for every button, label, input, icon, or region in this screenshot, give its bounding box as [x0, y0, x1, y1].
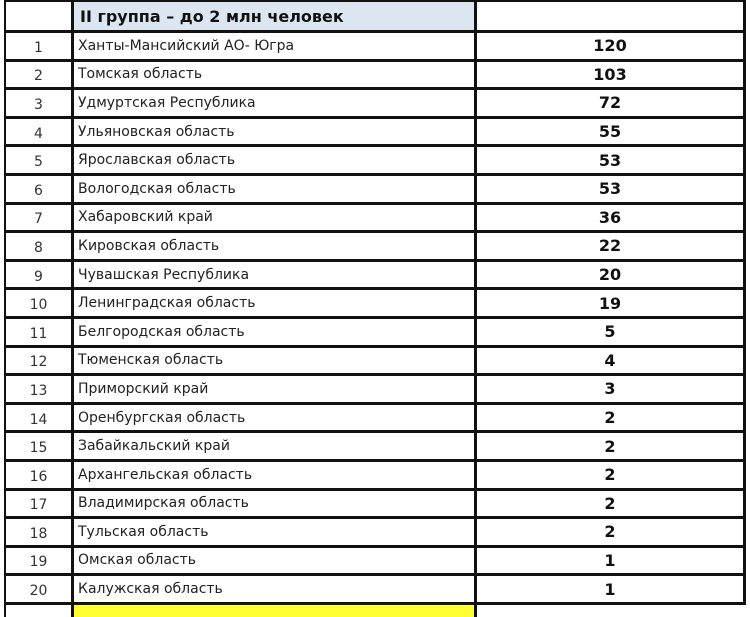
row-number: 12 [4, 348, 71, 377]
region-name: Томская область [71, 62, 474, 91]
table-row [4, 62, 746, 91]
row-number: 19 [4, 548, 71, 577]
row-number: 18 [4, 519, 71, 548]
region-name: Забайкальский край [71, 433, 474, 462]
row-number: 13 [4, 376, 71, 405]
row-number [4, 605, 71, 617]
region-value: 1 [474, 576, 746, 605]
region-name: Вологодская область [71, 176, 474, 205]
region-name: Удмуртская Республика [71, 90, 474, 119]
region-value: 53 [474, 176, 746, 205]
row-number: 9 [4, 262, 71, 291]
table-header-row [4, 0, 746, 33]
region-value [474, 605, 746, 617]
region-value: 72 [474, 90, 746, 119]
table-row [4, 176, 746, 205]
row-number: 8 [4, 233, 71, 262]
region-value: 1 [474, 548, 746, 577]
table-row [4, 90, 746, 119]
table-row [4, 319, 746, 348]
row-number: 5 [4, 147, 71, 176]
region-name: Кировская область [71, 233, 474, 262]
table-row [4, 33, 746, 62]
row-number: 4 [4, 119, 71, 148]
region-value: 3 [474, 376, 746, 405]
header-number-cell [4, 0, 71, 33]
highlighted-row-partial [4, 605, 746, 617]
table-row [4, 147, 746, 176]
region-name: Калужская область [71, 576, 474, 605]
row-number: 16 [4, 462, 71, 491]
region-name: Архангельская область [71, 462, 474, 491]
row-number: 20 [4, 576, 71, 605]
region-name: Ханты-Мансийский АО- Югра [71, 33, 474, 62]
table-row [4, 519, 746, 548]
table-row [4, 233, 746, 262]
table-row [4, 462, 746, 491]
table-row [4, 290, 746, 319]
row-number: 6 [4, 176, 71, 205]
region-value: 2 [474, 433, 746, 462]
region-value: 2 [474, 519, 746, 548]
table-row [4, 433, 746, 462]
region-name: Ульяновская область [71, 119, 474, 148]
table-row [4, 348, 746, 377]
table-row [4, 405, 746, 434]
region-value: 2 [474, 491, 746, 520]
table-row [4, 262, 746, 291]
region-name: Тюменская область [71, 348, 474, 377]
table-row [4, 376, 746, 405]
region-value: 2 [474, 405, 746, 434]
table-row [4, 576, 746, 605]
row-number: 14 [4, 405, 71, 434]
row-number: 1 [4, 33, 71, 62]
region-value: 20 [474, 262, 746, 291]
table-row [4, 119, 746, 148]
row-number: 7 [4, 205, 71, 234]
region-value: 120 [474, 33, 746, 62]
region-name: Ярославская область [71, 147, 474, 176]
region-name: Хабаровский край [71, 205, 474, 234]
row-number: 11 [4, 319, 71, 348]
table-row [4, 548, 746, 577]
row-number: 3 [4, 90, 71, 119]
header-value-cell [474, 0, 746, 33]
table-row [4, 205, 746, 234]
region-name: Чувашская Республика [71, 262, 474, 291]
region-name: Омская область [71, 548, 474, 577]
region-name: Оренбургская область [71, 405, 474, 434]
region-value: 19 [474, 290, 746, 319]
row-number: 15 [4, 433, 71, 462]
row-number: 17 [4, 491, 71, 520]
region-value: 22 [474, 233, 746, 262]
highlighted-cell [71, 605, 474, 617]
row-number: 10 [4, 290, 71, 319]
row-number: 2 [4, 62, 71, 91]
region-name: Владимирская область [71, 491, 474, 520]
region-name: Белгородская область [71, 319, 474, 348]
region-value: 36 [474, 205, 746, 234]
group-title: II группа – до 2 млн человек [71, 0, 474, 33]
region-value: 5 [474, 319, 746, 348]
region-name: Приморский край [71, 376, 474, 405]
region-value: 55 [474, 119, 746, 148]
region-value: 4 [474, 348, 746, 377]
region-value: 103 [474, 62, 746, 91]
region-value: 53 [474, 147, 746, 176]
regions-table [4, 0, 746, 617]
region-value: 2 [474, 462, 746, 491]
region-name: Тульская область [71, 519, 474, 548]
table-row [4, 491, 746, 520]
region-name: Ленинградская область [71, 290, 474, 319]
